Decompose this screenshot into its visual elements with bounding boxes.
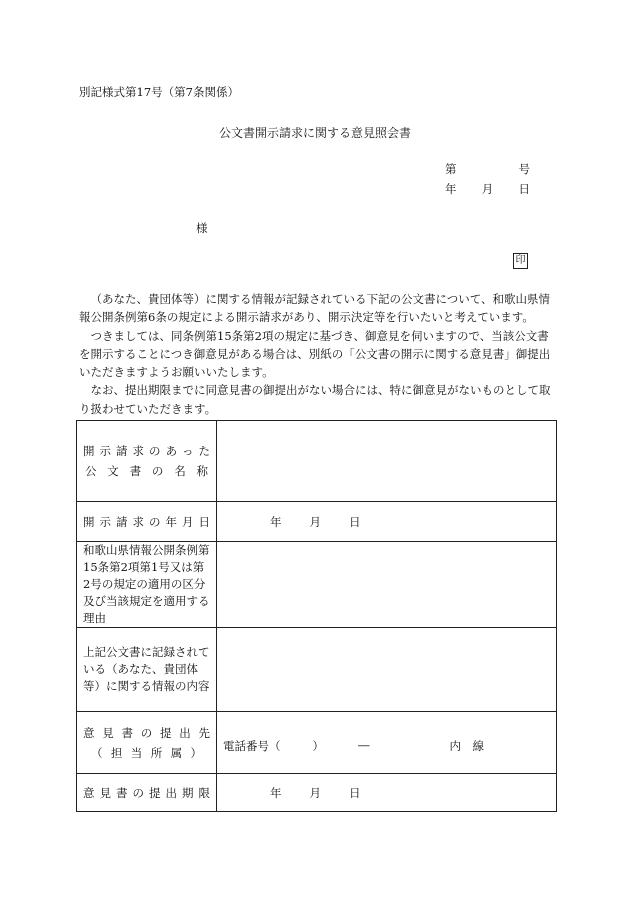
label-submission-destination: 意見書の提出先 （担当所属） — [77, 712, 217, 774]
label-requested-document: 開示請求のあった 公文書の名称 — [77, 421, 217, 502]
label-information-content: 上記公文書に記録されている（あなた、貴団体等）に関する情報の内容 — [77, 628, 217, 712]
document-number-row — [445, 161, 530, 177]
label-request-date: 開示請求の年月日 — [77, 502, 217, 542]
label-applicable-provision: 和歌山県情報公開条例第15条第2項第1号又は第2号の規定の適用の区分及び当該規定を適用する理由 — [77, 542, 217, 628]
value-applicable-provision — [217, 542, 557, 628]
value-submission-deadline: 年 月 日 — [217, 774, 557, 812]
info-table — [76, 420, 557, 812]
table-row — [77, 628, 557, 712]
phone-line: 電話番号（ ） ― 内 線 — [223, 738, 484, 753]
body-paragraph-3: なお、提出期限までに同意見書の御提出がない場合には、特に御意見がないものとして取り扱わせていただきます。 — [79, 383, 551, 416]
table-row — [77, 421, 557, 502]
label-submission-deadline: 意見書の提出期限 — [77, 774, 217, 812]
body-text — [79, 290, 554, 418]
table-row — [77, 502, 557, 542]
date-day: 日 — [518, 182, 530, 196]
document-date-row — [445, 181, 530, 197]
seal-mark: 印 — [513, 253, 528, 269]
body-paragraph-1: （あなた、貴団体等）に関する情報が記録されている下記の公文書について、和歌山県情報公開条例第6条の規定による開示請求があり、開示決定等を行いたいと考えています。 — [79, 292, 551, 325]
table-row — [77, 542, 557, 628]
date-month: 月 — [481, 182, 494, 196]
number-dai: 第 — [445, 162, 457, 176]
table-row — [77, 774, 557, 812]
table-row — [77, 712, 557, 774]
form-number: 別記様式第17号（第7条関係） — [79, 85, 239, 99]
value-submission-destination — [217, 712, 557, 774]
document-title: 公文書開示請求に関する意見照会書 — [219, 126, 412, 140]
value-request-date: 年 月 日 — [217, 502, 557, 542]
value-requested-document — [217, 421, 557, 502]
number-go: 号 — [518, 162, 530, 176]
value-information-content — [217, 628, 557, 712]
body-paragraph-2: つきましては、同条例第15条第2項の規定に基づき、御意見を伺いますので、当該公文書を開示することにつき御意見がある場合は、別紙の「公文書の開示に関する意見書」御提出いただきますようお願いいたします。 — [79, 328, 551, 380]
addressee-suffix: 様 — [196, 221, 208, 235]
date-year: 年 — [445, 182, 457, 196]
